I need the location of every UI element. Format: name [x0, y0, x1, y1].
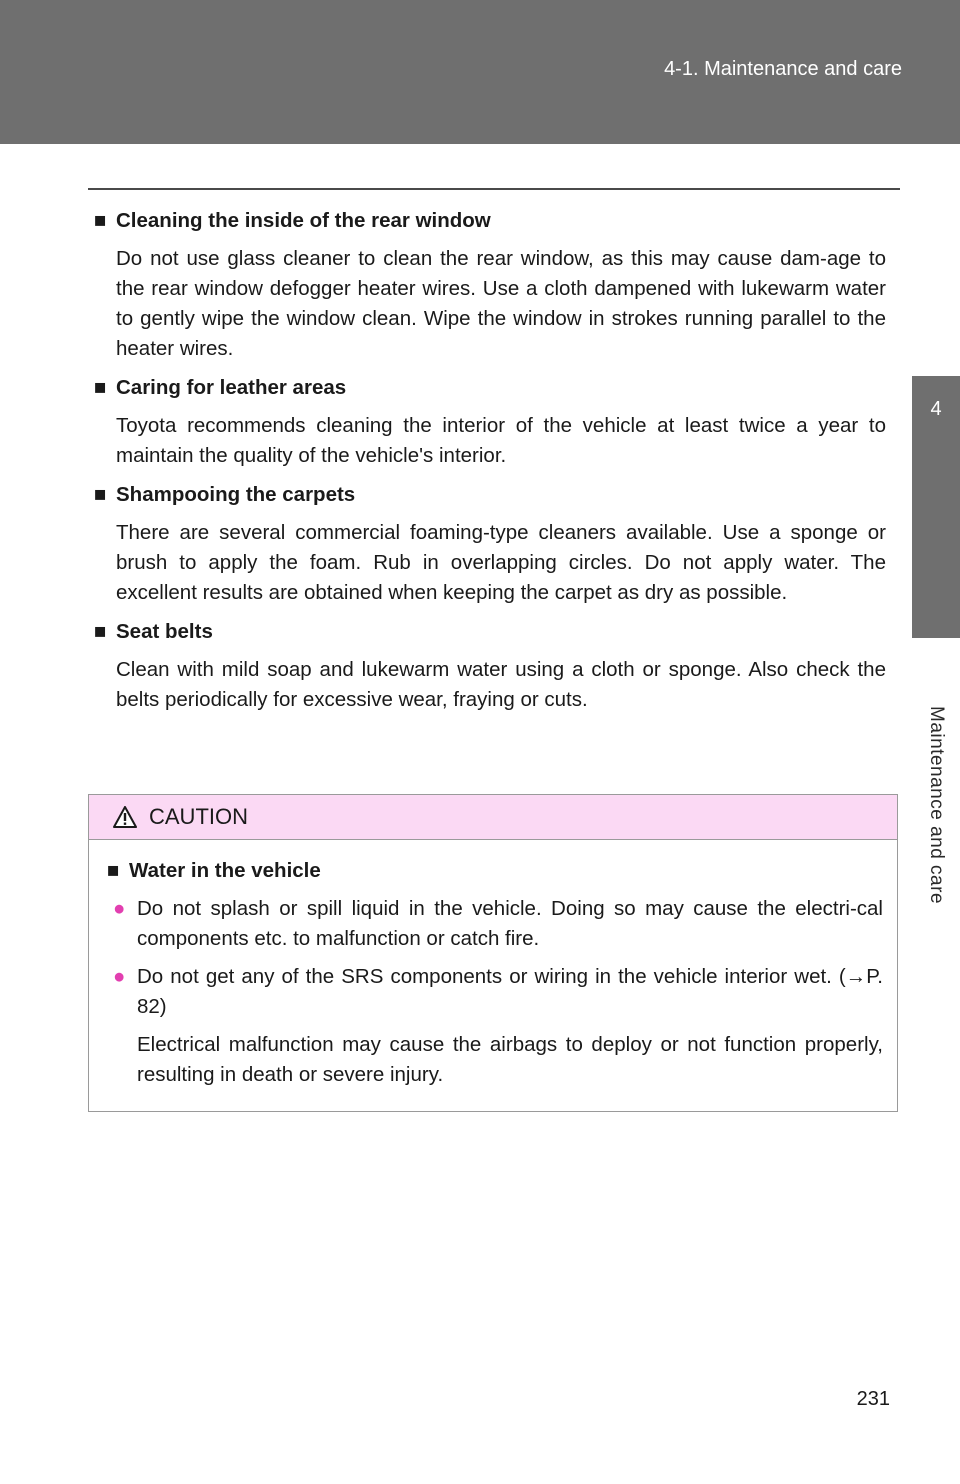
section-seat-belts: [88, 617, 886, 715]
circle-bullet-icon: ●: [113, 965, 126, 988]
caution-bullet: ● Do not splash or spill liquid in the vehicle. Doing so may cause the electri-cal components etc. to malfunction or catch fire.: [107, 894, 883, 954]
caution-body: [89, 840, 897, 1090]
square-bullet-icon: ■: [94, 376, 107, 399]
section-heading: ■ Caring for leather areas: [88, 373, 886, 403]
section-heading: ■ Seat belts: [88, 617, 886, 647]
section-heading: ■ Cleaning the inside of the rear window: [88, 206, 886, 236]
main-content: [88, 206, 886, 724]
top-divider: [88, 188, 900, 190]
section-heading: ■ Shampooing the carpets: [88, 480, 886, 510]
section-carpets: [88, 480, 886, 608]
page-number: 231: [856, 1388, 890, 1410]
caution-header: [89, 795, 897, 840]
chapter-label-wrap: [912, 640, 960, 970]
chapter-number: 4: [930, 398, 942, 420]
square-bullet-icon: ■: [107, 859, 120, 882]
section-body: Clean with mild soap and lukewarm water using a cloth or sponge. Also check the belts periodically for excessive wear, fraying or cuts.: [116, 658, 886, 711]
square-bullet-icon: ■: [94, 483, 107, 506]
chapter-label: Maintenance and care: [926, 705, 947, 904]
square-bullet-icon: ■: [94, 620, 107, 643]
section-leather: [88, 373, 886, 471]
warning-triangle-icon: [113, 806, 137, 828]
section-rear-window: [88, 206, 886, 364]
square-bullet-icon: ■: [94, 209, 107, 232]
caution-heading: ■ Water in the vehicle: [107, 856, 883, 886]
section-body: There are several commercial foaming-type cleaners available. Use a sponge or brush to apply the foam. Rub in overlapping circles. Do not apply water. The excellent results are obtained when keeping the carpet as dry as possible.: [116, 521, 886, 604]
caution-bullet: ● Do not get any of the SRS components or wiring in the vehicle interior wet. (→P. 82): [107, 962, 883, 1022]
caution-note: Electrical malfunction may cause the airbags to deploy or not function properly, resulting in death or severe injury.: [137, 1033, 883, 1086]
caution-box: [88, 794, 898, 1112]
section-title: 4-1. Maintenance and care: [664, 58, 902, 80]
circle-bullet-icon: ●: [113, 897, 126, 920]
page-header: [0, 0, 960, 144]
section-body: Do not use glass cleaner to clean the rear window, as this may cause dam-age to the rear window defogger heater wires. Use a cloth dampened with lukewarm water to gently wipe the window clean. Wipe the window in strokes running parallel to the heater wires.: [116, 247, 886, 360]
section-body: Toyota recommends cleaning the interior of the vehicle at least twice a year to maintain the quality of the vehicle's interior.: [116, 414, 886, 467]
caution-title: CAUTION: [149, 804, 248, 829]
